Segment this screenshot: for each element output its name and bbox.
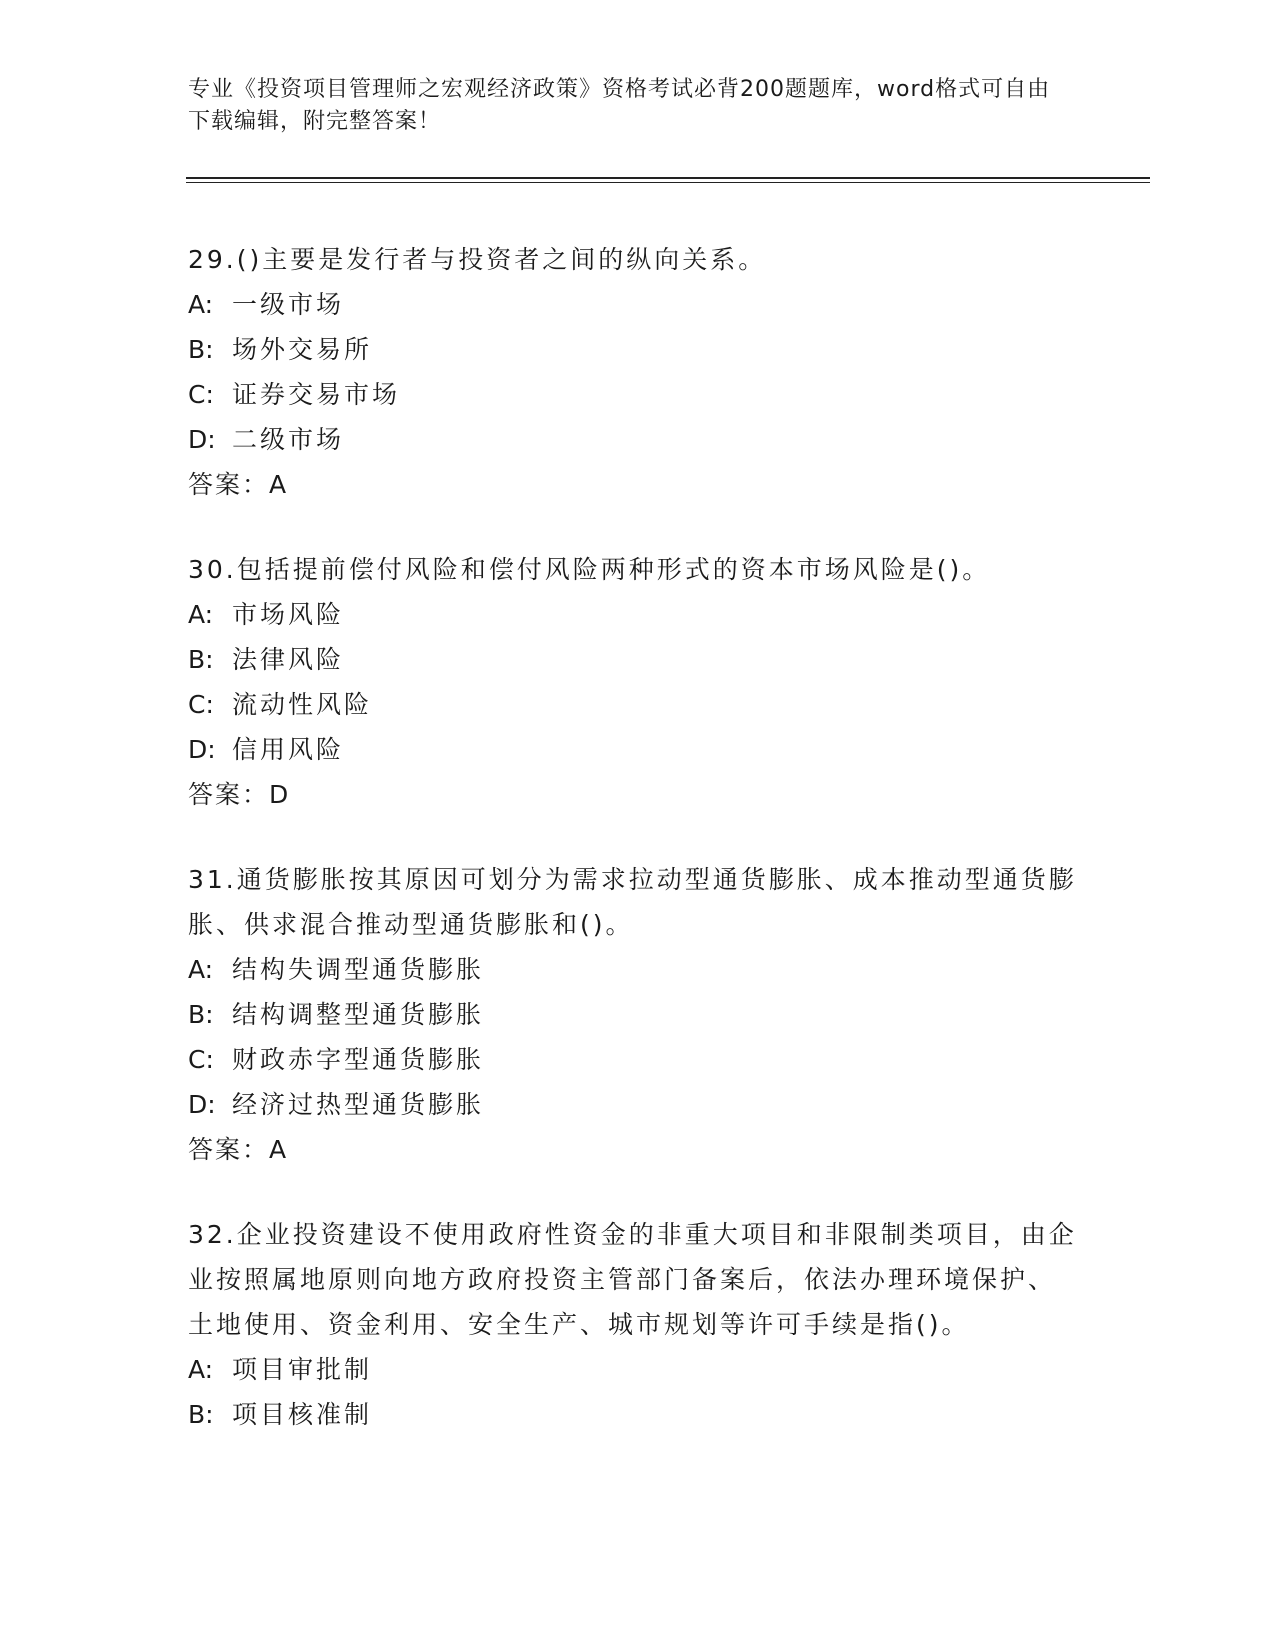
option-letter: B: xyxy=(188,1000,214,1029)
option-text: 法律风险 xyxy=(232,645,345,674)
option-letter: A: xyxy=(188,290,214,319)
option-letter: C: xyxy=(188,690,214,719)
option-a xyxy=(188,947,1078,992)
header-rule-thick xyxy=(186,177,1150,179)
question-list xyxy=(188,237,1078,1477)
option-letter: C: xyxy=(188,1045,214,1074)
header-rule-thin xyxy=(186,182,1150,183)
option-text: 二级市场 xyxy=(232,425,345,454)
question-31 xyxy=(188,857,1078,1172)
option-c xyxy=(188,372,1078,417)
option-a xyxy=(188,592,1078,637)
option-letter: A: xyxy=(188,1355,214,1384)
option-b xyxy=(188,637,1078,682)
answer-line: 答案：A xyxy=(188,1135,289,1164)
option-letter: B: xyxy=(188,645,214,674)
option-text: 市场风险 xyxy=(232,600,345,629)
option-text: 流动性风险 xyxy=(232,690,373,719)
option-text: 结构失调型通货膨胀 xyxy=(232,955,485,984)
option-a xyxy=(188,282,1078,327)
option-letter: A: xyxy=(188,600,214,629)
question-32 xyxy=(188,1212,1078,1437)
option-a xyxy=(188,1347,1078,1392)
option-b xyxy=(188,992,1078,1037)
question-stem: 31.通货膨胀按其原因可划分为需求拉动型通货膨胀、成本推动型通货膨胀、供求混合推动型通货膨胀和()。 xyxy=(188,865,1077,939)
option-letter: D: xyxy=(188,735,216,764)
question-29 xyxy=(188,237,1078,507)
option-text: 财政赤字型通货膨胀 xyxy=(232,1045,485,1074)
option-text: 结构调整型通货膨胀 xyxy=(232,1000,485,1029)
option-c xyxy=(188,1037,1078,1082)
option-d xyxy=(188,727,1078,772)
question-stem: 29.()主要是发行者与投资者之间的纵向关系。 xyxy=(188,245,767,274)
option-d xyxy=(188,417,1078,462)
option-text: 证券交易市场 xyxy=(232,380,401,409)
answer-line: 答案：D xyxy=(188,780,291,809)
option-letter: B: xyxy=(188,335,214,364)
option-letter: B: xyxy=(188,1400,214,1429)
option-letter: D: xyxy=(188,1090,216,1119)
option-text: 经济过热型通货膨胀 xyxy=(232,1090,485,1119)
option-text: 一级市场 xyxy=(232,290,345,319)
question-stem: 32.企业投资建设不使用政府性资金的非重大项目和非限制类项目，由企业按照属地原则向地方政府投资主管部门备案后，依法办理环境保护、土地使用、资金利用、安全生产、城市规划等许可手续是指()。 xyxy=(188,1220,1077,1339)
option-text: 项目核准制 xyxy=(232,1400,373,1429)
question-30 xyxy=(188,547,1078,817)
document-header: 专业《投资项目管理师之宏观经济政策》资格考试必背200题题库，word格式可自由下载编辑，附完整答案！ xyxy=(188,77,1051,134)
option-b xyxy=(188,327,1078,372)
option-text: 项目审批制 xyxy=(232,1355,373,1384)
question-stem: 30.包括提前偿付风险和偿付风险两种形式的资本市场风险是()。 xyxy=(188,555,991,584)
option-text: 信用风险 xyxy=(232,735,345,764)
option-c xyxy=(188,682,1078,727)
option-d xyxy=(188,1082,1078,1127)
option-letter: C: xyxy=(188,380,214,409)
option-letter: D: xyxy=(188,425,216,454)
option-letter: A: xyxy=(188,955,214,984)
option-text: 场外交易所 xyxy=(232,335,373,364)
answer-line: 答案：A xyxy=(188,470,289,499)
option-b xyxy=(188,1392,1078,1437)
